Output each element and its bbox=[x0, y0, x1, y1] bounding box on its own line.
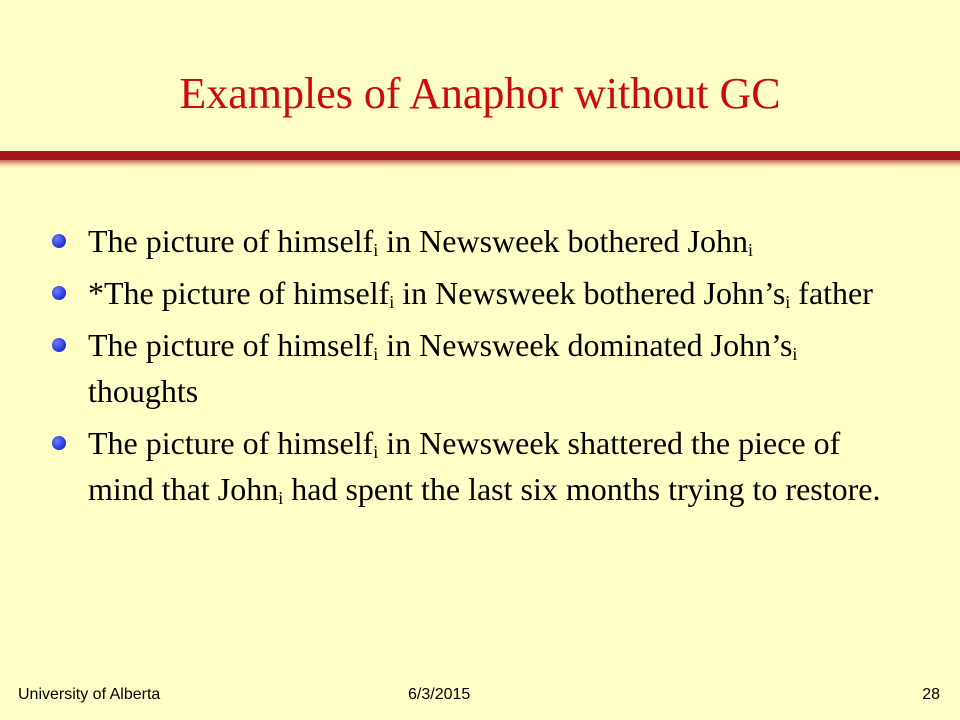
footer-date: 6/3/2015 bbox=[408, 686, 471, 703]
bullet-dot-icon bbox=[52, 436, 66, 450]
bullet-item bbox=[52, 420, 912, 512]
bullet-item bbox=[52, 322, 912, 414]
slide-title: Examples of Anaphor without GC bbox=[179, 69, 781, 118]
subscript: i bbox=[785, 292, 791, 312]
bullet-list bbox=[52, 218, 912, 518]
bullet-text: in Newsweek dominated John’s bbox=[378, 327, 793, 363]
bullet-dot-icon bbox=[52, 286, 66, 300]
bullet-text: in Newsweek bothered John bbox=[378, 223, 748, 259]
bullet-text: The picture of himself bbox=[88, 223, 374, 259]
bullet-text: The picture of himself bbox=[88, 327, 374, 363]
bullet-text: had spent the last six months trying to restore. bbox=[283, 471, 881, 507]
bullet-text: in Newsweek bothered John’s bbox=[394, 275, 786, 311]
subscript: i bbox=[278, 488, 284, 508]
bullet-text: father bbox=[790, 275, 873, 311]
bullet-item bbox=[52, 218, 912, 264]
bullet-text: in Newsweek shattered the piece of mind that John bbox=[88, 425, 841, 507]
subscript: i bbox=[373, 240, 379, 260]
subscript: i bbox=[792, 344, 798, 364]
footer-page-number: 28 bbox=[922, 686, 940, 703]
bullet-text: thoughts bbox=[88, 373, 199, 409]
bullet-dot-icon bbox=[52, 338, 66, 352]
subscript: i bbox=[373, 344, 379, 364]
subscript: i bbox=[373, 442, 379, 462]
bullet-dot-icon bbox=[52, 234, 66, 248]
title-rule bbox=[0, 151, 960, 160]
bullet-text: The picture of himself bbox=[88, 425, 374, 461]
footer-organization: University of Alberta bbox=[18, 686, 161, 703]
title-rule-shadow bbox=[0, 160, 960, 168]
subscript: i bbox=[389, 292, 395, 312]
subscript: i bbox=[747, 240, 753, 260]
bullet-text: *The picture of himself bbox=[88, 275, 390, 311]
bullet-item bbox=[52, 270, 912, 316]
